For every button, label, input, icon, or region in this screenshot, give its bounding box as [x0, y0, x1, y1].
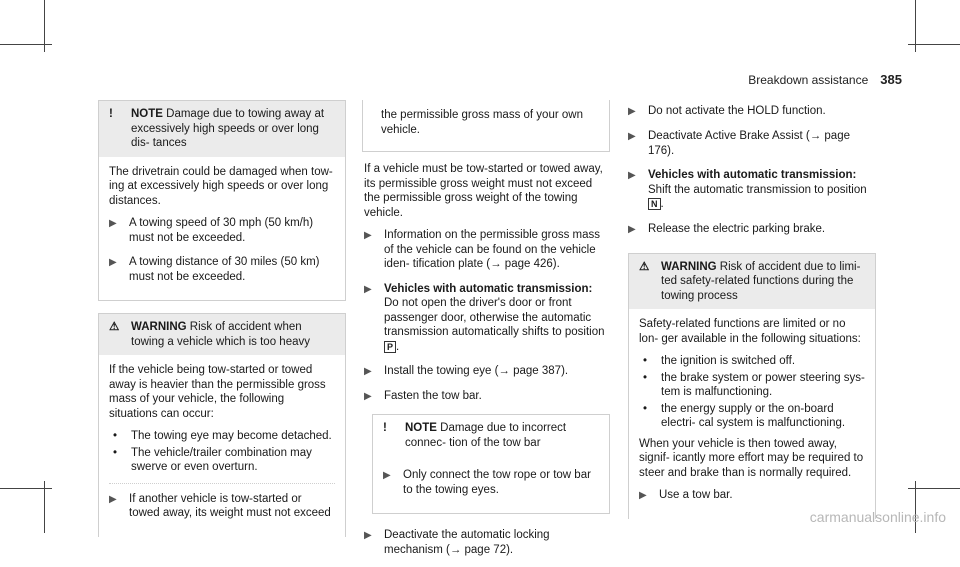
column-1: [98, 100, 346, 537]
list-item: • the brake system or power steering sys- tem is malfunctioning.: [643, 371, 865, 398]
arrow-icon: ▶: [364, 391, 372, 402]
warning-triangle-icon: ⚠: [109, 321, 120, 333]
step: ▶ If another vehicle is tow-started or towed away, its weight must not exceed: [109, 492, 331, 519]
list-item: • The towing eye may become detached.: [113, 430, 332, 442]
note-label: NOTE: [131, 108, 163, 120]
page-number: 385: [880, 72, 902, 87]
watermark: carmanualsonline.info: [809, 509, 946, 525]
step: ▶ Information on the permissible gross mass of the vehicle can be found on the vehicle iden- tification plate (→ page 426).: [364, 229, 601, 270]
step: ▶ Do not activate the HOLD function.: [628, 105, 826, 117]
step: ▶ Fasten the tow bar.: [364, 390, 482, 402]
gear-p-symbol: P: [384, 341, 396, 353]
warning-box: [628, 253, 876, 520]
note-box: [98, 100, 346, 301]
section-title: Breakdown assistance: [748, 73, 869, 87]
exclamation-icon: !: [383, 422, 387, 434]
paragraph: If a vehicle must be tow-started or towed away, its permissible gross weight must not exceed the permissible gross weight of the towing vehicle.: [364, 163, 603, 219]
arrow-icon: ▶: [364, 366, 372, 377]
warning-text: When your vehicle is then towed away, signif- icantly more effort may be required to steer and brake than is normally required.: [639, 437, 864, 479]
arrow-icon: ▶: [364, 530, 372, 541]
warning-heading: Risk of accident due to limi- ted safety-related functions during the towing process: [661, 260, 861, 302]
step: ▶ A towing speed of 30 mph (50 km/h) must not be exceeded.: [109, 217, 314, 244]
arrow-icon: ▶: [109, 493, 117, 505]
step: ▶ A towing distance of 30 miles (50 km) must not be exceeded.: [109, 256, 320, 283]
exclamation-icon: !: [109, 108, 113, 120]
arrow-icon: ▶: [628, 170, 636, 181]
warning-text: Safety-related functions are limited or no lon- ger available in the following situations:: [639, 318, 861, 345]
arrow-icon: ▶: [383, 470, 391, 481]
step: ▶ Vehicles with automatic transmission: Shift the automatic transmission to position N .: [628, 169, 867, 210]
warning-triangle-icon: ⚠: [639, 260, 650, 273]
step: ▶ Only connect the tow rope or tow bar to the towing eyes.: [383, 469, 591, 496]
arrow-icon: ▶: [628, 223, 636, 235]
gear-n-symbol: N: [648, 198, 661, 210]
arrow-icon: ▶: [364, 230, 372, 241]
crop-mark: [44, 481, 45, 533]
step: ▶ Deactivate the automatic locking mechanism (→ page 72).: [364, 529, 550, 556]
note-text: The drivetrain could be damaged when tow- ing at excessively high speeds or over long distances.: [109, 165, 333, 207]
column-2: [362, 100, 610, 567]
note-heading: Damage due to incorrect connec- tion of the tow bar: [405, 422, 567, 449]
arrow-icon: ▶: [364, 283, 372, 295]
warning-box-continued: the permissible gross mass of your own vehicle.: [362, 100, 610, 152]
step: ▶ Vehicles with automatic transmission: Do not open the driver's door or front passenger door, otherwise the automatic transmission automatically shifts to position P .: [364, 282, 605, 353]
crop-mark: [915, 0, 916, 52]
step: ▶ Release the electric parking brake.: [628, 222, 826, 235]
list-item: • the energy supply or the on-board electri- cal system is malfunctioning.: [643, 402, 846, 429]
list-item: • the ignition is switched off.: [643, 355, 796, 367]
arrow-icon: ▶: [109, 257, 117, 268]
arrow-icon: ▶: [628, 131, 636, 142]
crop-mark: [44, 0, 45, 52]
note-box: [372, 414, 610, 514]
crop-mark: [915, 481, 916, 533]
step: ▶ Deactivate Active Brake Assist (→ page 176).: [628, 130, 850, 157]
warning-box: [98, 313, 346, 537]
step: ▶ Use a tow bar.: [639, 489, 733, 501]
step: ▶ Install the towing eye (→ page 387).: [364, 365, 569, 377]
page-header: [748, 72, 902, 87]
warning-label: WARNING: [131, 321, 187, 333]
list-item: • The vehicle/trailer combination may swerve or even overturn.: [113, 446, 312, 473]
warning-heading: Risk of accident when towing a vehicle which is too heavy: [131, 321, 310, 348]
arrow-icon: ▶: [109, 218, 117, 229]
arrow-icon: ▶: [628, 106, 636, 117]
note-heading: Damage due to towing away at excessively high speeds or over long dis- tances: [131, 108, 325, 149]
warning-label: WARNING: [661, 260, 717, 273]
arrow-icon: ▶: [639, 490, 647, 501]
warning-text: If the vehicle being tow-started or towed away is heavier than the permissible gross mass of your vehicle, the following situations can occur:: [109, 364, 326, 420]
column-3: [628, 100, 876, 519]
note-label: NOTE: [405, 422, 437, 434]
